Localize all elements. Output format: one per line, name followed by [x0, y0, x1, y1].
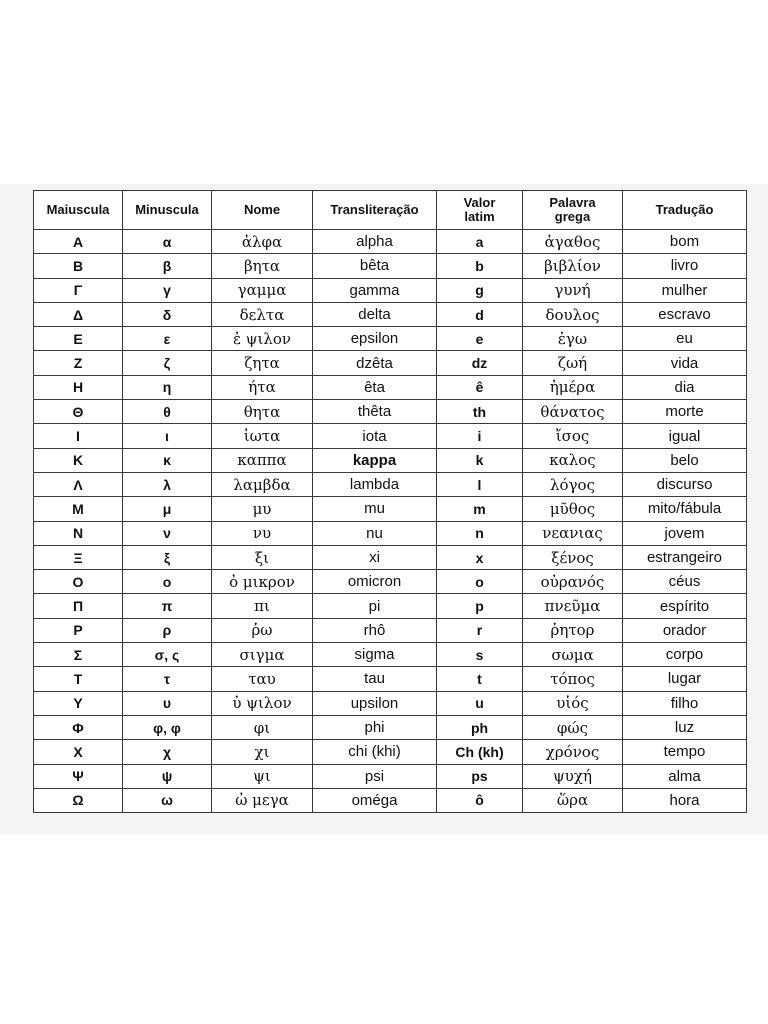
table-row	[34, 715, 747, 739]
translation-cell: luz	[623, 715, 747, 739]
transliteration-cell: delta	[313, 302, 437, 326]
transliteration-cell: dzêta	[313, 351, 437, 375]
transliteration-cell: xi	[313, 545, 437, 569]
transliteration-cell: nu	[313, 521, 437, 545]
letter-name-cell: φι	[212, 715, 313, 739]
uppercase-letter-cell: Y	[34, 691, 123, 715]
lowercase-letter-cell: ν	[123, 521, 212, 545]
uppercase-letter-cell: Ω	[34, 788, 123, 812]
greek-word-cell: πνεῦμα	[523, 594, 623, 618]
table-row	[34, 764, 747, 788]
uppercase-letter-cell: K	[34, 448, 123, 472]
transliteration-cell: pi	[313, 594, 437, 618]
letter-name-cell: νυ	[212, 521, 313, 545]
translation-cell: discurso	[623, 472, 747, 496]
transliteration-cell: sigma	[313, 643, 437, 667]
letter-name-cell: θητα	[212, 400, 313, 424]
greek-word-cell: ζωή	[523, 351, 623, 375]
table-row	[34, 497, 747, 521]
table-row	[34, 594, 747, 618]
translation-cell: jovem	[623, 521, 747, 545]
uppercase-letter-cell: O	[34, 570, 123, 594]
translation-cell: hora	[623, 788, 747, 812]
lowercase-letter-cell: φ, φ	[123, 715, 212, 739]
uppercase-letter-cell: Θ	[34, 400, 123, 424]
lowercase-letter-cell: θ	[123, 400, 212, 424]
greek-alphabet-table	[33, 190, 747, 813]
lowercase-letter-cell: ε	[123, 327, 212, 351]
greek-word-cell: ἀγαθος	[523, 230, 623, 254]
header-row	[34, 191, 747, 230]
latin-value-cell: r	[437, 618, 523, 642]
table-row	[34, 788, 747, 812]
table-row	[34, 400, 747, 424]
letter-name-cell: ἐ ψιλον	[212, 327, 313, 351]
latin-value-cell: k	[437, 448, 523, 472]
table-row	[34, 448, 747, 472]
uppercase-letter-cell: I	[34, 424, 123, 448]
uppercase-letter-cell: E	[34, 327, 123, 351]
translation-cell: bom	[623, 230, 747, 254]
uppercase-letter-cell: A	[34, 230, 123, 254]
latin-value-cell: u	[437, 691, 523, 715]
table-row	[34, 302, 747, 326]
transliteration-cell: mu	[313, 497, 437, 521]
lowercase-letter-cell: ο	[123, 570, 212, 594]
greek-word-cell: ἡμέρα	[523, 375, 623, 399]
transliteration-cell: psi	[313, 764, 437, 788]
translation-cell: dia	[623, 375, 747, 399]
letter-name-cell: ῥω	[212, 618, 313, 642]
greek-word-cell: ψυχή	[523, 764, 623, 788]
translation-cell: lugar	[623, 667, 747, 691]
lowercase-letter-cell: α	[123, 230, 212, 254]
lowercase-letter-cell: ζ	[123, 351, 212, 375]
latin-value-cell: i	[437, 424, 523, 448]
table-row	[34, 618, 747, 642]
header-nome: Nome	[212, 191, 313, 230]
letter-name-cell: ταυ	[212, 667, 313, 691]
table-row	[34, 521, 747, 545]
greek-word-cell: βιβλίον	[523, 254, 623, 278]
letter-name-cell: ἀλφα	[212, 230, 313, 254]
latin-value-cell: ô	[437, 788, 523, 812]
header-palavra-line2: grega	[554, 209, 591, 224]
table-row	[34, 278, 747, 302]
latin-value-cell: ph	[437, 715, 523, 739]
table-row	[34, 643, 747, 667]
table-row	[34, 424, 747, 448]
lowercase-letter-cell: ξ	[123, 545, 212, 569]
latin-value-cell: a	[437, 230, 523, 254]
transliteration-cell: thêta	[313, 400, 437, 424]
letter-name-cell: ὀ μικρον	[212, 570, 313, 594]
greek-word-cell: ξένος	[523, 545, 623, 569]
transliteration-cell: chi (khi)	[313, 740, 437, 764]
latin-value-cell: e	[437, 327, 523, 351]
latin-value-cell: p	[437, 594, 523, 618]
letter-name-cell: ὠ μεγα	[212, 788, 313, 812]
uppercase-letter-cell: Λ	[34, 472, 123, 496]
uppercase-letter-cell: N	[34, 521, 123, 545]
greek-word-cell: ἐγω	[523, 327, 623, 351]
translation-cell: morte	[623, 400, 747, 424]
greek-word-cell: μῦθος	[523, 497, 623, 521]
table-row	[34, 740, 747, 764]
uppercase-letter-cell: Ψ	[34, 764, 123, 788]
uppercase-letter-cell: Z	[34, 351, 123, 375]
letter-name-cell: ξι	[212, 545, 313, 569]
latin-value-cell: t	[437, 667, 523, 691]
header-valor-line2: latim	[464, 209, 495, 224]
transliteration-cell: gamma	[313, 278, 437, 302]
greek-word-cell: λόγος	[523, 472, 623, 496]
letter-name-cell: πι	[212, 594, 313, 618]
latin-value-cell: x	[437, 545, 523, 569]
translation-cell: estrangeiro	[623, 545, 747, 569]
table-row	[34, 230, 747, 254]
greek-word-cell: οὐρανός	[523, 570, 623, 594]
uppercase-letter-cell: M	[34, 497, 123, 521]
latin-value-cell: s	[437, 643, 523, 667]
greek-word-cell: νεανιας	[523, 521, 623, 545]
translation-cell: mulher	[623, 278, 747, 302]
lowercase-letter-cell: ρ	[123, 618, 212, 642]
lowercase-letter-cell: ι	[123, 424, 212, 448]
letter-name-cell: σιγμα	[212, 643, 313, 667]
translation-cell: mito/fábula	[623, 497, 747, 521]
greek-word-cell: ἴσος	[523, 424, 623, 448]
translation-cell: espírito	[623, 594, 747, 618]
lowercase-letter-cell: ω	[123, 788, 212, 812]
translation-cell: orador	[623, 618, 747, 642]
table-row	[34, 545, 747, 569]
table-row	[34, 691, 747, 715]
translation-cell: igual	[623, 424, 747, 448]
lowercase-letter-cell: λ	[123, 472, 212, 496]
letter-name-cell: ζητα	[212, 351, 313, 375]
greek-word-cell: ῥητορ	[523, 618, 623, 642]
header-maiuscula: Maiuscula	[34, 191, 123, 230]
header-transliteracao: Transliteração	[313, 191, 437, 230]
lowercase-letter-cell: σ, ς	[123, 643, 212, 667]
transliteration-cell: oméga	[313, 788, 437, 812]
header-palavra-line1: Palavra	[549, 195, 596, 210]
letter-name-cell: βητα	[212, 254, 313, 278]
table-row	[34, 472, 747, 496]
lowercase-letter-cell: γ	[123, 278, 212, 302]
uppercase-letter-cell: Φ	[34, 715, 123, 739]
latin-value-cell: n	[437, 521, 523, 545]
latin-value-cell: d	[437, 302, 523, 326]
greek-word-cell: ὥρα	[523, 788, 623, 812]
letter-name-cell: γαμμα	[212, 278, 313, 302]
letter-name-cell: δελτα	[212, 302, 313, 326]
latin-value-cell: m	[437, 497, 523, 521]
letter-name-cell: ἰωτα	[212, 424, 313, 448]
greek-word-cell: σωμα	[523, 643, 623, 667]
translation-cell: céus	[623, 570, 747, 594]
letter-name-cell: ψι	[212, 764, 313, 788]
uppercase-letter-cell: Π	[34, 594, 123, 618]
letter-name-cell: μυ	[212, 497, 313, 521]
uppercase-letter-cell: P	[34, 618, 123, 642]
lowercase-letter-cell: κ	[123, 448, 212, 472]
header-traducao: Tradução	[623, 191, 747, 230]
lowercase-letter-cell: β	[123, 254, 212, 278]
greek-word-cell: γυνή	[523, 278, 623, 302]
transliteration-cell: bêta	[313, 254, 437, 278]
letter-name-cell: χι	[212, 740, 313, 764]
greek-word-cell: θάνατος	[523, 400, 623, 424]
table-row	[34, 254, 747, 278]
table-row	[34, 375, 747, 399]
letter-name-cell: καππα	[212, 448, 313, 472]
transliteration-cell: alpha	[313, 230, 437, 254]
table-row	[34, 327, 747, 351]
lowercase-letter-cell: η	[123, 375, 212, 399]
letter-name-cell: ήτα	[212, 375, 313, 399]
greek-word-cell: υἱός	[523, 691, 623, 715]
header-valor-latim	[437, 191, 523, 230]
latin-value-cell: Ch (kh)	[437, 740, 523, 764]
latin-value-cell: l	[437, 472, 523, 496]
transliteration-cell: kappa	[313, 448, 437, 472]
translation-cell: eu	[623, 327, 747, 351]
uppercase-letter-cell: Ξ	[34, 545, 123, 569]
transliteration-cell: phi	[313, 715, 437, 739]
transliteration-cell: rhô	[313, 618, 437, 642]
lowercase-letter-cell: τ	[123, 667, 212, 691]
uppercase-letter-cell: Γ	[34, 278, 123, 302]
letter-name-cell: ὐ ψιλον	[212, 691, 313, 715]
latin-value-cell: b	[437, 254, 523, 278]
translation-cell: filho	[623, 691, 747, 715]
greek-word-cell: τόπος	[523, 667, 623, 691]
uppercase-letter-cell: X	[34, 740, 123, 764]
uppercase-letter-cell: T	[34, 667, 123, 691]
lowercase-letter-cell: ψ	[123, 764, 212, 788]
translation-cell: alma	[623, 764, 747, 788]
lowercase-letter-cell: π	[123, 594, 212, 618]
header-valor-line1: Valor	[463, 195, 496, 210]
transliteration-cell: omicron	[313, 570, 437, 594]
letter-name-cell: λαμβδα	[212, 472, 313, 496]
table-row	[34, 351, 747, 375]
uppercase-letter-cell: Δ	[34, 302, 123, 326]
transliteration-cell: tau	[313, 667, 437, 691]
translation-cell: vida	[623, 351, 747, 375]
header-minuscula: Minuscula	[123, 191, 212, 230]
translation-cell: tempo	[623, 740, 747, 764]
lowercase-letter-cell: χ	[123, 740, 212, 764]
translation-cell: belo	[623, 448, 747, 472]
transliteration-cell: upsilon	[313, 691, 437, 715]
header-palavra-grega	[523, 191, 623, 230]
lowercase-letter-cell: μ	[123, 497, 212, 521]
uppercase-letter-cell: H	[34, 375, 123, 399]
greek-word-cell: φώς	[523, 715, 623, 739]
latin-value-cell: g	[437, 278, 523, 302]
table-row	[34, 570, 747, 594]
latin-value-cell: th	[437, 400, 523, 424]
uppercase-letter-cell: B	[34, 254, 123, 278]
transliteration-cell: epsilon	[313, 327, 437, 351]
transliteration-cell: iota	[313, 424, 437, 448]
translation-cell: livro	[623, 254, 747, 278]
latin-value-cell: dz	[437, 351, 523, 375]
greek-word-cell: χρόνος	[523, 740, 623, 764]
table-row	[34, 667, 747, 691]
lowercase-letter-cell: δ	[123, 302, 212, 326]
translation-cell: escravo	[623, 302, 747, 326]
transliteration-cell: êta	[313, 375, 437, 399]
translation-cell: corpo	[623, 643, 747, 667]
greek-word-cell: δουλος	[523, 302, 623, 326]
table-header	[34, 191, 747, 230]
latin-value-cell: ê	[437, 375, 523, 399]
latin-value-cell: o	[437, 570, 523, 594]
table-body	[34, 230, 747, 813]
latin-value-cell: ps	[437, 764, 523, 788]
uppercase-letter-cell: Σ	[34, 643, 123, 667]
lowercase-letter-cell: υ	[123, 691, 212, 715]
greek-word-cell: καλος	[523, 448, 623, 472]
transliteration-cell: lambda	[313, 472, 437, 496]
